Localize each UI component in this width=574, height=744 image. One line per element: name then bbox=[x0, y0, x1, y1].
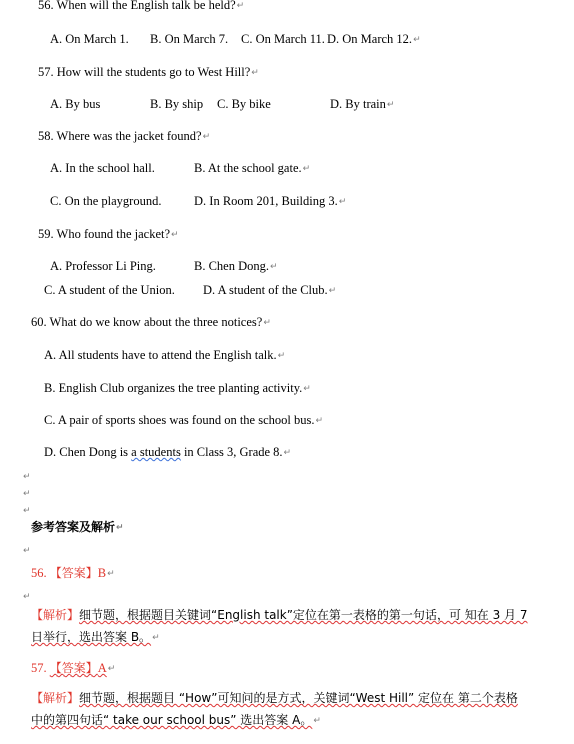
empty-paragraph-mark: ↵ bbox=[23, 546, 31, 556]
question-59-option-a: A. Professor Li Ping. bbox=[50, 259, 156, 273]
paragraph-mark: ↵ bbox=[236, 1, 245, 11]
paragraph-mark: ↵ bbox=[107, 664, 116, 674]
analysis-tag: 【解析】 bbox=[31, 691, 80, 705]
paragraph-mark: ↵ bbox=[413, 35, 421, 45]
question-58-option-d: D. In Room 201, Building 3.↵ bbox=[194, 194, 347, 208]
answer-tag: 【答案】 bbox=[49, 661, 98, 675]
analysis-tag: 【解析】 bbox=[31, 608, 80, 622]
paragraph-mark: ↵ bbox=[202, 132, 211, 142]
answer-56-analysis: 【解析】细节题，根据题目关键词“English talk”定位在第一表格的第一句话，可 知在 3 月 7 日举行，选出答案 B。↵ bbox=[31, 608, 528, 644]
question-56-option-b: B. On March 7. bbox=[150, 32, 229, 46]
question-58-option-c: C. On the playground. bbox=[50, 194, 162, 208]
question-60-option-b: B. English Club organizes the tree planting activity.↵ bbox=[44, 381, 311, 395]
question-59-option-d: D. A student of the Club.↵ bbox=[203, 283, 337, 297]
paragraph-mark: ↵ bbox=[313, 716, 321, 726]
question-58-stem: 58. Where was the jacket found?↵ bbox=[38, 129, 211, 143]
question-57-option-a: A. By bus bbox=[50, 97, 101, 111]
paragraph-mark: ↵ bbox=[251, 68, 259, 78]
answer-tag: 【答案】 bbox=[49, 566, 98, 580]
question-60-option-c: C. A pair of sports shoes was found on the school bus.↵ bbox=[44, 413, 324, 427]
question-60-option-d: D. Chen Dong is a students in Class 3, Grade 8.↵ bbox=[44, 445, 292, 459]
empty-paragraph-mark: ↵ bbox=[23, 472, 31, 482]
question-60-stem: 60. What do we know about the three notices?↵ bbox=[31, 315, 271, 329]
paragraph-mark: ↵ bbox=[270, 262, 278, 272]
question-56-option-c: C. On March 11. bbox=[241, 32, 325, 46]
question-57-option-d: D. By train↵ bbox=[330, 97, 395, 111]
paragraph-mark: ↵ bbox=[302, 164, 311, 174]
paragraph-mark: ↵ bbox=[328, 286, 337, 296]
question-56-stem: 56. When will the English talk be held?↵ bbox=[38, 0, 245, 12]
spelling-error-highlight: a students bbox=[131, 445, 181, 459]
question-59-option-b: B. Chen Dong.↵ bbox=[194, 259, 278, 273]
paragraph-mark: ↵ bbox=[303, 384, 311, 394]
question-60-option-a: A. All students have to attend the English talk.↵ bbox=[44, 348, 286, 362]
paragraph-mark: ↵ bbox=[116, 523, 124, 533]
answer-57-line: 57. 【答案】A↵ bbox=[31, 661, 116, 675]
empty-paragraph-mark: ↵ bbox=[23, 506, 31, 516]
section-title: 参考答案及解析↵ bbox=[31, 520, 124, 534]
paragraph-mark: ↵ bbox=[263, 318, 271, 328]
question-57-option-b: B. By ship bbox=[150, 97, 204, 111]
paragraph-mark: ↵ bbox=[152, 633, 160, 643]
empty-paragraph-mark: ↵ bbox=[23, 592, 31, 602]
paragraph-mark: ↵ bbox=[283, 448, 292, 458]
paragraph-mark: ↵ bbox=[386, 100, 395, 110]
question-56-option-d: D. On March 12.↵ bbox=[327, 32, 421, 46]
paragraph-mark: ↵ bbox=[107, 569, 115, 579]
paragraph-mark: ↵ bbox=[315, 416, 324, 426]
empty-paragraph-mark: ↵ bbox=[23, 489, 31, 499]
question-59-option-c: C. A student of the Union. bbox=[44, 283, 175, 297]
answer-56-line: 56. 【答案】B↵ bbox=[31, 566, 115, 580]
paragraph-mark: ↵ bbox=[171, 230, 179, 240]
question-58-option-b: B. At the school gate.↵ bbox=[194, 161, 311, 175]
question-57-stem: 57. How will the students go to West Hill?↵ bbox=[38, 65, 259, 79]
paragraph-mark: ↵ bbox=[277, 351, 286, 361]
question-59-stem: 59. Who found the jacket?↵ bbox=[38, 227, 179, 241]
question-57-option-c: C. By bike bbox=[217, 97, 271, 111]
question-56-option-a: A. On March 1. bbox=[50, 32, 129, 46]
answer-letter: A bbox=[97, 661, 107, 675]
answer-letter: B bbox=[97, 566, 107, 580]
question-58-option-a: A. In the school hall. bbox=[50, 161, 155, 175]
answer-57-analysis: 【解析】细节题，根据题目 “How”可知问的是方式，关键词“West Hill” 定位在 第二个表格 中的第四句话“ take our school bus” 选出答案 A。↵ bbox=[31, 691, 518, 727]
paragraph-mark: ↵ bbox=[338, 197, 347, 207]
